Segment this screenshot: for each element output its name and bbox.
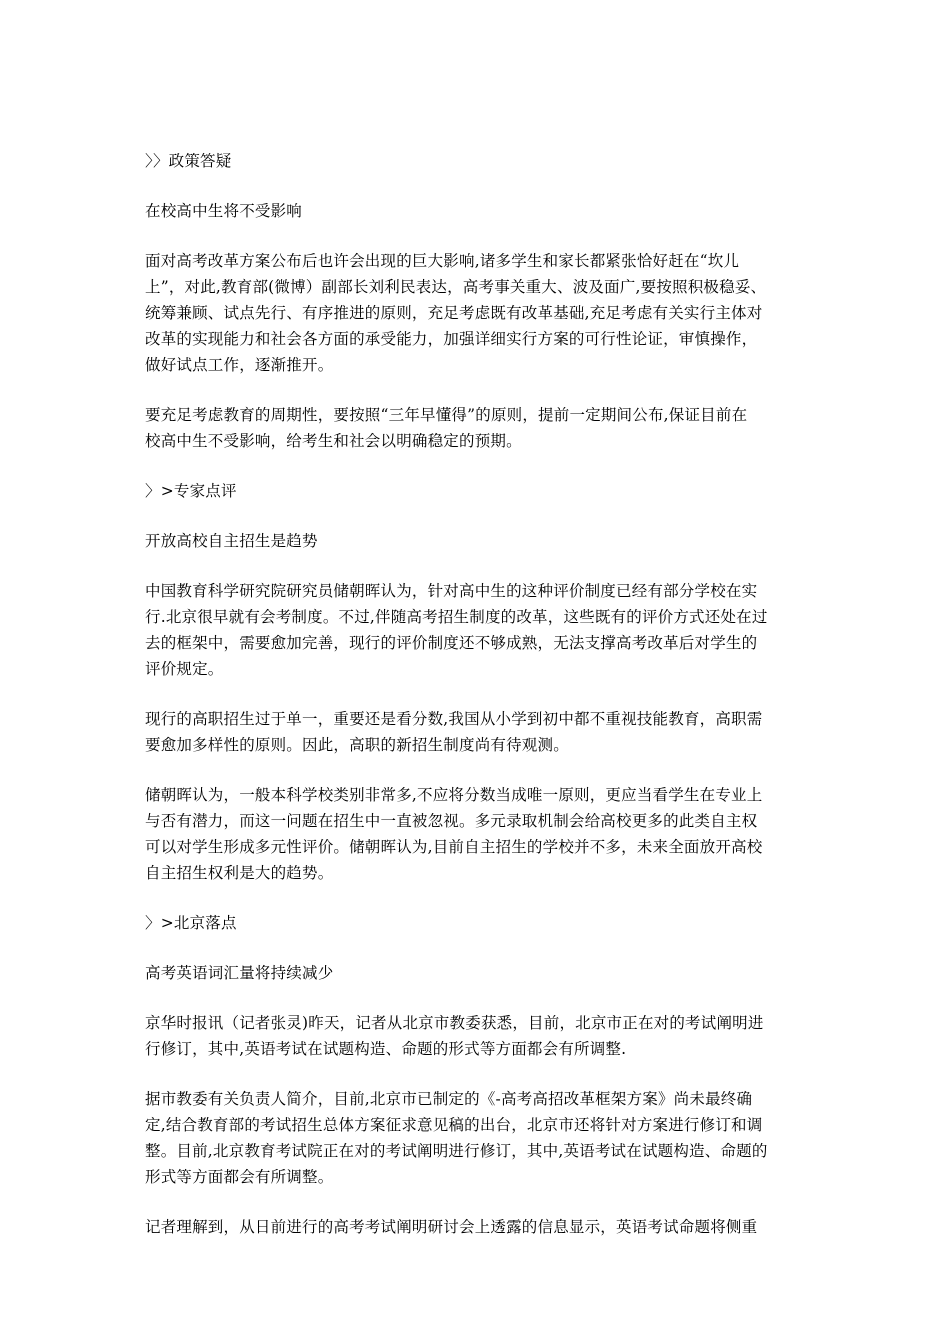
paragraph-line: 上”，对此,教育部(微博）副部长刘利民表达，高考事关重大、波及面广,要按照积极稳妥、 [145,278,767,296]
paragraph-line: 整。目前,北京教育考试院正在对的考试阐明进行修订，其中,英语考试在试题构造、命题的 [145,1142,768,1160]
paragraph [145,1010,810,1062]
paragraph-line: 定,结合教育部的考试招生总体方案征求意见稿的出台，北京市还将针对方案进行修订和调 [145,1116,763,1134]
paragraph-line: 记者理解到，从日前进行的高考考试阐明研讨会上透露的信息显示，英语考试命题将侧重 [145,1218,758,1236]
paragraph-line: 与否有潜力，而这一问题在招生中一直被忽视。多元录取机制会给高校更多的此类自主权 [145,812,758,830]
paragraph-line: 可以对学生形成多元性评价。储朝晖认为,目前自主招生的学校并不多，未来全面放开高校 [145,838,763,856]
paragraph [145,1086,810,1190]
paragraph [145,1214,810,1240]
paragraph-line: 改革的实现能力和社会各方面的承受能力，加强详细实行方案的可行性论证，审慎操作， [145,330,758,348]
paragraph [145,706,810,758]
section-subheading: 在校高中生将不受影响 [145,202,303,220]
section-heading: 〉>北京落点 [145,914,237,932]
section-subheading: 高考英语词汇量将持续减少 [145,964,334,982]
paragraph-line: 统筹兼顾、试点先行、有序推进的原则，充足考虑既有改革基础,充足考虑有关实行主体对 [145,304,763,322]
section-subheading: 开放高校自主招生是趋势 [145,532,318,550]
paragraph-line: 做好试点工作，逐渐推开。 [145,356,334,374]
paragraph-line: 行.北京很早就有会考制度。不过,伴随高考招生制度的改革，这些既有的评价方式还处在过 [145,608,768,626]
section-heading: 〉〉政策答疑 [145,152,232,170]
paragraph [145,402,810,454]
paragraph-line: 行修订，其中,英语考试在试题构造、命题的形式等方面都会有所调整. [145,1040,627,1058]
paragraph-line: 现行的高职招生过于单一，重要还是看分数,我国从小学到初中都不重视技能教育，高职需 [145,710,763,728]
paragraph [145,578,810,682]
section-heading: 〉>专家点评 [145,482,237,500]
paragraph-line: 储朝晖认为，一般本科学校类别非常多,不应将分数当成唯一原则，更应当看学生在专业上 [145,786,763,804]
paragraph-line: 据市教委有关负责人简介，目前,北京市已制定的《-高考高招改革框架方案》尚未最终确 [145,1090,753,1108]
paragraph-line: 要愈加多样性的原则。因此，高职的新招生制度尚有待观测。 [145,736,569,754]
document-body [145,148,810,1240]
paragraph-line: 去的框架中，需要愈加完善，现行的评价制度还不够成熟，无法支撑高考改革后对学生的 [145,634,758,652]
paragraph-line: 评价规定。 [145,660,224,678]
paragraph-line: 要充足考虑教育的周期性，要按照“三年早懂得”的原则，提前一定期间公布,保证目前在 [145,406,748,424]
paragraph-line: 形式等方面都会有所调整。 [145,1168,334,1186]
paragraph [145,782,810,886]
paragraph [145,248,810,378]
paragraph-line: 京华时报讯（记者张灵)昨天，记者从北京市教委获悉，目前，北京市正在对的考试阐明进 [145,1014,764,1032]
paragraph-line: 面对高考改革方案公布后也许会出现的巨大影响,诸多学生和家长都紧张恰好赶在“坎儿 [145,252,740,270]
paragraph-line: 校高中生不受影响，给考生和社会以明确稳定的预期。 [145,432,522,450]
paragraph-line: 自主招生权利是大的趋势。 [145,864,334,882]
paragraph-line: 中国教育科学研究院研究员储朝晖认为，针对高中生的这种评价制度已经有部分学校在实 [145,582,758,600]
